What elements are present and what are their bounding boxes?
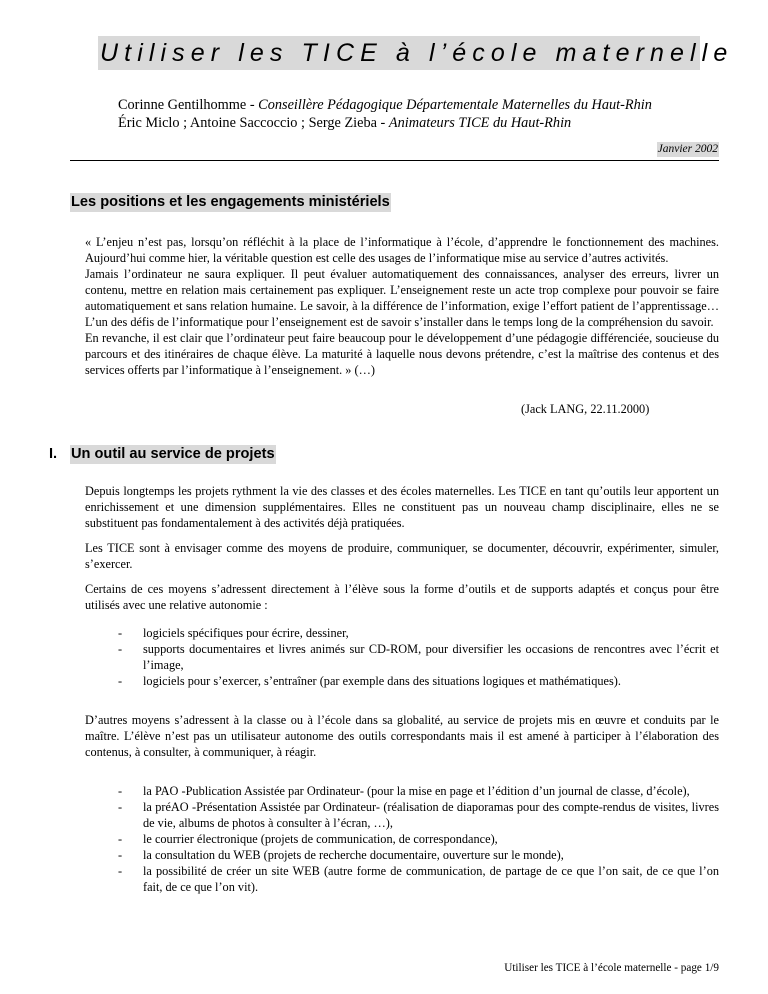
- ministerial-quote: [85, 234, 719, 378]
- section-number: I.: [49, 446, 58, 462]
- section-heading-ministerial: Les positions et les engagements ministériels: [71, 194, 390, 210]
- quote-paragraph-1: « L’enjeu n’est pas, lorsqu’on réfléchit à la place de l’informatique à l’école, d’apprendre le fonctionnement des machines. Aujourd’hui comme hier, la véritable question est celle des usages de l’informatique mise au service d’autres activités.: [85, 235, 719, 265]
- list-dash: -: [118, 642, 123, 656]
- authors-block: [118, 96, 652, 132]
- list-item: - la possibilité de créer un site WEB (autre forme de communication, de partage de ce que l’on sait, de ce que l’on fait, de ce que l’on vit).: [118, 864, 719, 894]
- quote-attribution: (Jack LANG, 22.11.2000): [521, 402, 650, 416]
- list-item: - le courrier électronique (projets de communication, de correspondance),: [118, 832, 498, 846]
- author-role-2: Animateurs TICE du Haut-Rhin: [388, 115, 572, 131]
- projects-paragraph-3: Certains de ces moyens s’adressent directement à l’élève sous la forme d’outils et de supports adaptés et conçus pour être utilisés avec une relative autonomie :: [85, 582, 719, 612]
- list-dash: -: [118, 674, 123, 688]
- list-item: - la préAO -Présentation Assistée par Ordinateur- (réalisation de diaporamas pour des compte-rendus de visites, livres de vie, albums de photos à consulter à l’écran, …),: [118, 800, 719, 830]
- list-item: - logiciels pour s’exercer, s’entraîner (par exemple dans des situations logiques et mathématiques).: [118, 674, 621, 688]
- projects-paragraph-4: D’autres moyens s’adressent à la classe ou à l’école dans sa globalité, au service de projets mis en œuvre et conduits par le maître. L’élève n’est pas un utilisateur autonome des outils correspondants mais il est amené à participer à l’élaboration des contenus, à consulter, à communiquer, à réagir.: [85, 713, 719, 759]
- quote-paragraph-2: Jamais l’ordinateur ne saura expliquer. Il peut évaluer automatiquement des connaissances, analyser des erreurs, livrer un contenu, mettre en relation mais certainement pas expliquer. L’enseignement reste un acte trop complexe pour pouvoir se faire automatiquement et sans relation humaine. Le savoir, à la différence de l’information, exige l’effort patient de l’apprentissage… L’un des défis de l’informatique pour l’enseignement est de savoir s’installer dans le temps long de la compréhension du savoir.: [85, 267, 719, 329]
- author-role-1: Conseillère Pédagogique Départementale Maternelles du Haut-Rhin: [258, 97, 652, 113]
- author-names-2: Éric Miclo ; Antoine Saccoccio ; Serge Zieba -: [118, 115, 389, 131]
- page-footer: Utiliser les TICE à l’école maternelle - page 1/9: [504, 962, 719, 974]
- list-dash: -: [118, 626, 123, 640]
- list-dash: -: [118, 784, 123, 798]
- authors-line-1: [118, 96, 652, 114]
- list-dash: -: [118, 848, 123, 862]
- projects-paragraph-2: Les TICE sont à envisager comme des moyens de produire, communiquer, se documenter, découvrir, expérimenter, simuler, s’exercer.: [85, 541, 719, 571]
- class-tools-list: [85, 783, 719, 895]
- list-item: - logiciels spécifiques pour écrire, dessiner,: [118, 626, 349, 640]
- document-title: Utiliser les TICE à l’école maternelle: [98, 36, 700, 70]
- list-dash: -: [118, 800, 123, 814]
- list-item: - la PAO -Publication Assistée par Ordinateur- (pour la mise en page et l’édition d’un journal de classe, d’école),: [118, 784, 690, 798]
- authors-line-2: [118, 114, 652, 132]
- section-heading-projects: Un outil au service de projets: [71, 446, 275, 462]
- author-names-1: Corinne Gentilhomme -: [118, 97, 259, 113]
- header-rule: [70, 160, 719, 161]
- student-tools-list: [85, 625, 719, 689]
- quote-paragraph-3: En revanche, il est clair que l’ordinateur peut faire beaucoup pour le développement d’une pédagogie différenciée, soucieuse du parcours et des itinéraires de chaque élève. La maturité à laquelle nous devons prétendre, c’est la maîtrise des contenus et des services offerts par l’informatique à l’enseignement. » (…): [85, 331, 719, 377]
- list-item: - la consultation du WEB (projets de recherche documentaire, ouverture sur le monde),: [118, 848, 564, 862]
- list-item: - supports documentaires et livres animés sur CD-ROM, pour diversifier les occasions de rencontres avec l’écrit et l’image,: [118, 642, 719, 672]
- document-date: Janvier 2002: [657, 143, 718, 155]
- projects-paragraph-1: Depuis longtemps les projets rythment la vie des classes et des écoles maternelles. Les TICE en tant qu’outils leur apportent un enrichissement et une dimension supplémentaires. Elles ne constituent pas un nouveau champ disciplinaire, elles ne se substituent pas fondamentalement à des activités déjà pratiquées.: [85, 484, 719, 530]
- list-dash: -: [118, 832, 123, 846]
- list-dash: -: [118, 864, 123, 878]
